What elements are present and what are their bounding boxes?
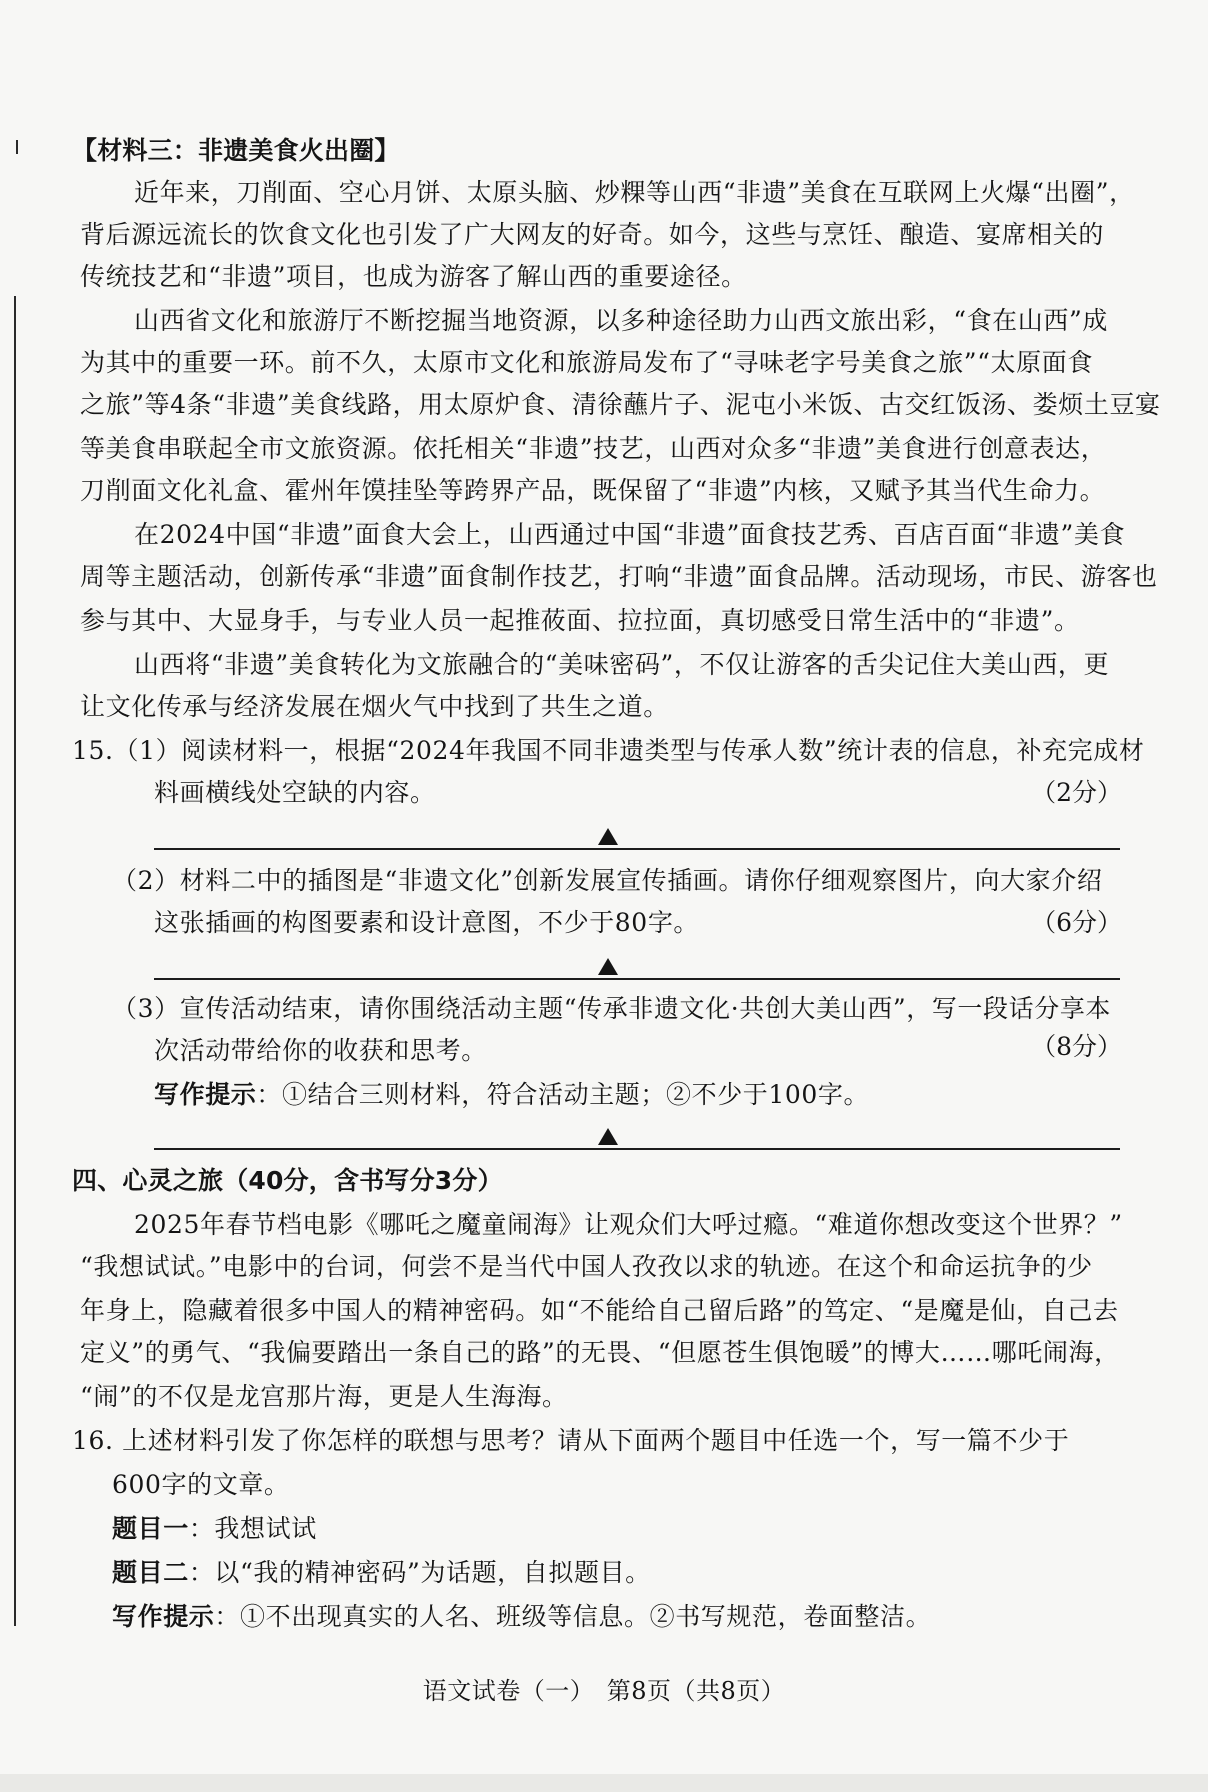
material3-p1-line2: 背后源远流长的饮食文化也引发了广大网友的好奇。如今，这些与烹饪、酿造、宴席相关的 [80, 220, 1105, 249]
q15-part1-answer-line[interactable] [154, 848, 1120, 850]
q16-hint [112, 1602, 931, 1632]
q16-hint-label: 写作提示 [112, 1602, 215, 1631]
section4-para-line2: “我想试试。”电影中的台词，何尝不是当代中国人孜孜以求的轨迹。在这个和命运抗争的少 [80, 1252, 1093, 1281]
material3-p1-line3: 传统技艺和“非遗”项目，也成为游客了解山西的重要途径。 [80, 262, 747, 291]
answer-marker-triangle [598, 1128, 618, 1145]
answer-marker-triangle [598, 828, 618, 845]
q16-hint-text: ：①不出现真实的人名、班级等信息。②书写规范，卷面整洁。 [214, 1602, 932, 1631]
q15-part2-answer-line[interactable] [154, 978, 1120, 980]
q15-part3-line1: （3）宣传活动结束，请你围绕活动主题“传承非遗文化·共创大美山西”，写一段话分享本 [112, 994, 1112, 1023]
q16-topic1 [112, 1514, 317, 1544]
q16-topic1-label: 题目一 [112, 1514, 189, 1543]
q15-part2-line2: 这张插画的构图要素和设计意图，不少于80字。 [154, 908, 700, 937]
q15-part3-answer-line[interactable] [154, 1148, 1120, 1150]
section4-para-line4: 定义”的勇气、“我偏要踏出一条自己的路”的无畏、“但愿苍生俱饱暖”的博大……哪吒闹海， [80, 1338, 1120, 1367]
material3-p2-line3: 之旅”等4条“非遗”美食线路，用太原炉食、清徐蘸片子、泥屯小米饭、古交红饭汤、娄烦土豆宴 [80, 390, 1161, 419]
material3-p4-line1: 山西将“非遗”美食转化为文旅融合的“美味密码”，不仅让游客的舌尖记住大美山西，更 [134, 650, 1110, 679]
section4-heading: 四、心灵之旅（40分，含书写分3分） [72, 1166, 503, 1195]
q15-part3-score: （8分） [1031, 1032, 1122, 1061]
q15-part1-score: （2分） [1031, 778, 1122, 807]
material3-heading: 【材料三：非遗美食火出圈】 [72, 136, 400, 165]
section4-para-line3: 年身上，隐藏着很多中国人的精神密码。如“不能给自己留后路”的笃定、“是魔是仙，自己去 [80, 1296, 1119, 1325]
q16-topic1-text: ：我想试试 [188, 1514, 317, 1543]
page-footer: 语文试卷（一） 第8页（共8页） [422, 1677, 786, 1705]
material3-p2-line2: 为其中的重要一环。前不久，太原市文化和旅游局发布了“寻味老字号美食之旅”“太原面食 [80, 348, 1093, 377]
q16-topic2-label: 题目二 [112, 1558, 189, 1587]
q16-topic2-text: ：以“我的精神密码”为话题，自拟题目。 [188, 1558, 651, 1587]
scan-bottom-edge [0, 1774, 1208, 1792]
material3-p3-line1: 在2024中国“非遗”面食大会上，山西通过中国“非遗”面食技艺秀、百店百面“非遗”美食 [134, 520, 1126, 549]
binding-margin-mark [16, 140, 18, 154]
q15-part2-line1: （2）材料二中的插图是“非遗文化”创新发展宣传插画。请你仔细观察图片，向大家介绍 [112, 866, 1103, 895]
binding-margin-line [14, 296, 16, 1626]
material3-p1-line1: 近年来，刀削面、空心月饼、太原头脑、炒粿等山西“非遗”美食在互联网上火爆“出圈”， [134, 178, 1135, 207]
q15-part3-hint-text: ：①结合三则材料，符合活动主题；②不少于100字。 [256, 1080, 870, 1109]
answer-marker-triangle [598, 958, 618, 975]
material3-p4-line2: 让文化传承与经济发展在烟火气中找到了共生之道。 [80, 692, 669, 721]
q15-part3-hint [154, 1080, 869, 1110]
material3-p3-line3: 参与其中、大显身手，与专业人员一起推莜面、拉拉面，真切感受日常生活中的“非遗”。 [80, 606, 1080, 635]
q16-line1: 16. 上述材料引发了你怎样的联想与思考？请从下面两个题目中任选一个，写一篇不少于 [72, 1426, 1070, 1455]
q15-part1-line1: 15.（1）阅读材料一，根据“2024年我国不同非遗类型与传承人数”统计表的信息，补充完成材 [72, 736, 1145, 765]
section4-para-line5: “闹”的不仅是龙宫那片海，更是人生海海。 [80, 1382, 568, 1411]
q15-part3-hint-label: 写作提示 [154, 1080, 257, 1109]
section4-para-line1: 2025年春节档电影《哪吒之魔童闹海》让观众们大呼过瘾。“难道你想改变这个世界？” [134, 1210, 1123, 1239]
material3-p2-line5: 刀削面文化礼盒、霍州年馍挂坠等跨界产品，既保留了“非遗”内核，又赋予其当代生命力。 [80, 476, 1106, 505]
q15-part1-line2: 料画横线处空缺的内容。 [154, 778, 436, 807]
q15-part3-line2: 次活动带给你的收获和思考。 [154, 1036, 487, 1065]
material3-p2-line1: 山西省文化和旅游厅不断挖掘当地资源，以多种途径助力山西文旅出彩，“食在山西”成 [134, 306, 1108, 335]
q15-part2-score: （6分） [1031, 908, 1122, 937]
q16-line2: 600字的文章。 [112, 1470, 290, 1499]
material3-p3-line2: 周等主题活动，创新传承“非遗”面食制作技艺，打响“非遗”面食品牌。活动现场，市民、游客也 [80, 562, 1158, 591]
q16-topic2 [112, 1558, 651, 1588]
material3-p2-line4: 等美食串联起全市文旅资源。依托相关“非遗”技艺，山西对众多“非遗”美食进行创意表达， [80, 434, 1107, 463]
